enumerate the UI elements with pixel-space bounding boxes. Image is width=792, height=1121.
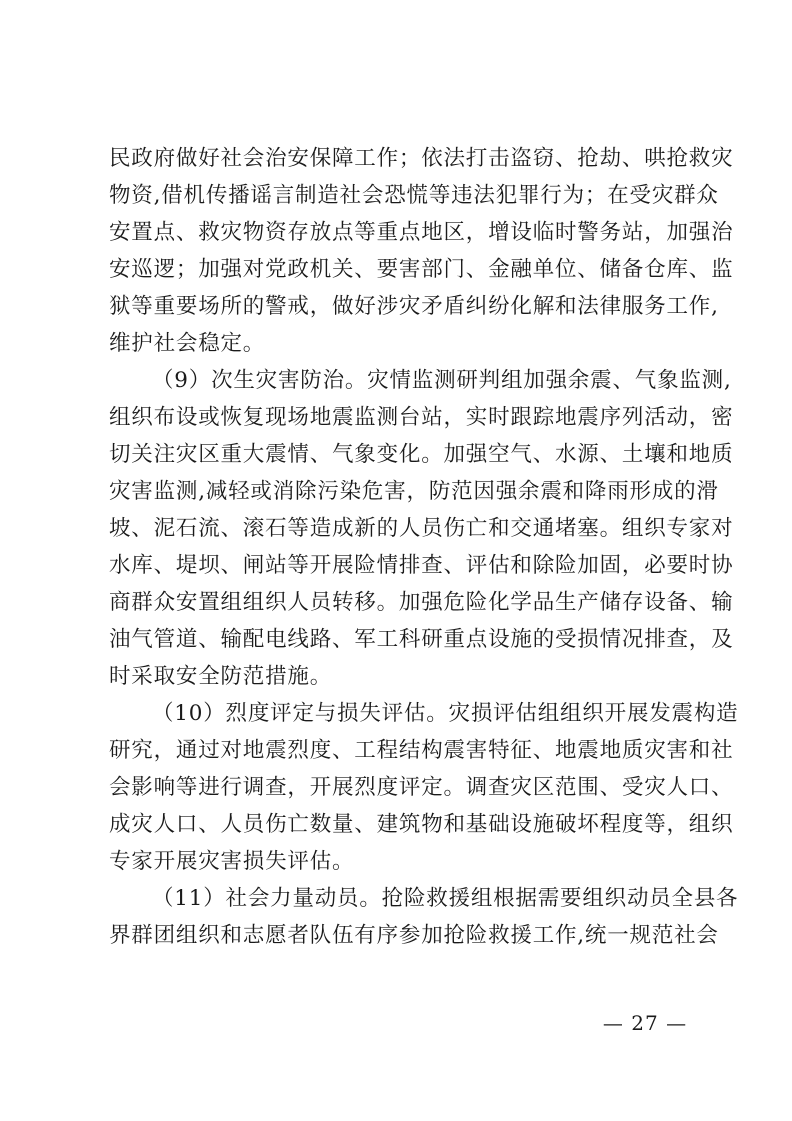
text-line: 油气管道、输配电线路、军工科研重点设施的受损情况排查，及: [109, 627, 734, 652]
text-line: 民政府做好社会治安保障工作；依法打击盗窃、抢劫、哄抢救灾: [109, 146, 734, 171]
paragraph-heading-10: （10）烈度评定与损失评估。灾损评估组组织开展发震构造: [152, 701, 739, 726]
text-line: 时采取安全防范措施。: [109, 664, 333, 689]
text-line: 灾害监测,减轻或消除污染危害，防范因强余震和降雨形成的滑: [109, 479, 719, 504]
text-line: 安置点、救灾物资存放点等重点地区，增设临时警务站，加强治: [109, 220, 734, 245]
text-line: 切关注灾区重大震情、气象变化。加强空气、水源、土壤和地质: [109, 442, 734, 467]
text-line: 物资,借机传播谣言制造社会恐慌等违法犯罪行为；在受灾群众: [109, 183, 719, 208]
paragraph-heading-9: （9）次生灾害防治。灾情监测研判组加强余震、气象监测,: [152, 368, 732, 393]
body-text: [109, 140, 739, 954]
text-line: 商群众安置组组织人员转移。加强危险化学品生产储存设备、输: [109, 590, 734, 615]
text-line: 坡、泥石流、滚石等造成新的人员伤亡和交通堵塞。组织专家对: [109, 516, 734, 541]
text-line: 会影响等进行调查，开展烈度评定。调查灾区范围、受灾人口、: [109, 775, 734, 800]
text-line: 专家开展灾害损失评估。: [109, 849, 355, 874]
text-line: 组织布设或恢复现场地震监测台站，实时跟踪地震序列活动，密: [109, 405, 734, 430]
text-line: 安巡逻；加强对党政机关、要害部门、金融单位、储备仓库、监: [109, 257, 734, 282]
text-line: 水库、堤坝、闸站等开展险情排查、评估和除险加固，必要时协: [109, 553, 734, 578]
text-line: 维护社会稳定。: [109, 331, 266, 356]
text-line: 界群团组织和志愿者队伍有序参加抢险救援工作,统一规范社会: [109, 923, 719, 948]
text-line: 成灾人口、人员伤亡数量、建筑物和基础设施破坏程度等，组织: [109, 812, 734, 837]
text-line: 狱等重要场所的警戒，做好涉灾矛盾纠纷化解和法律服务工作,: [109, 294, 719, 319]
page-number: — 27 —: [602, 1011, 688, 1035]
paragraph-heading-11: （11）社会力量动员。抢险救援组根据需要组织动员全县各: [152, 886, 739, 911]
text-line: 研究，通过对地震烈度、工程结构震害特征、地震地质灾害和社: [109, 738, 734, 763]
